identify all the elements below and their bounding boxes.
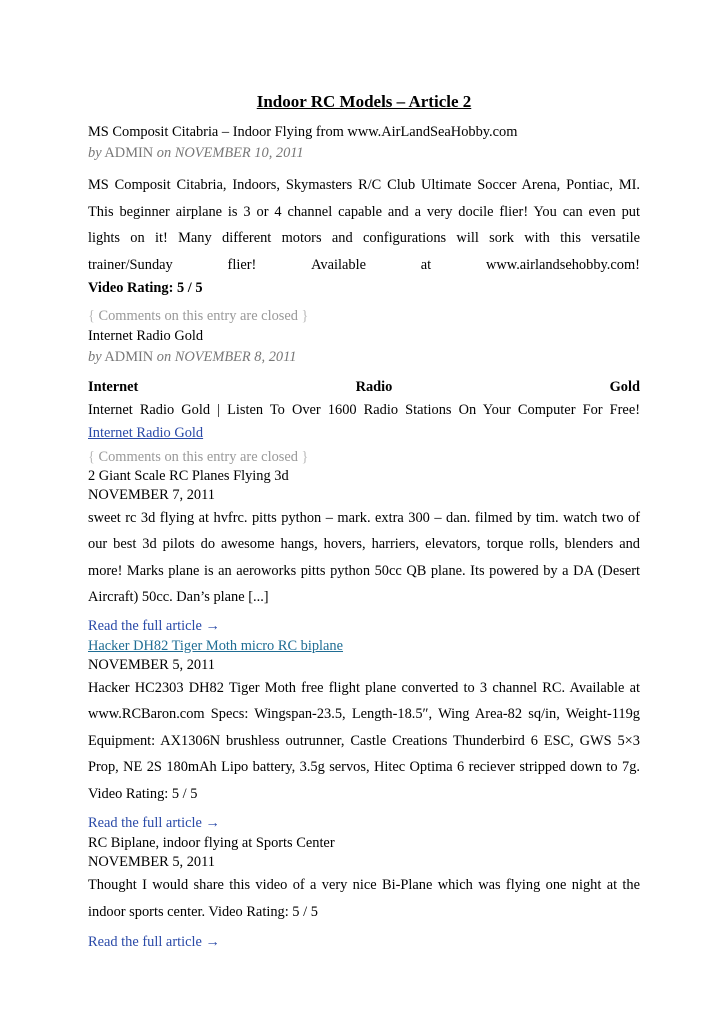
post-body-line: more! Marks plane is an aeroworks pitts python 50cc QB plane. Its powered by a DA (Desert: [88, 562, 640, 579]
post-body-line: Equipment: AX1306N brushless outrunner, Castle Creations Thunderbird 6 ESC, GWS 5×3: [88, 732, 640, 749]
post-heading-link[interactable]: Hacker DH82 Tiger Moth micro RC biplane: [88, 637, 344, 654]
post-body-line: Aircraft) 50cc. Dan’s plane [...]: [88, 589, 269, 605]
post-heading: MS Composit Citabria – Indoor Flying from www.AirLandSeaHobby.com: [88, 124, 518, 140]
post-meta: [88, 347, 640, 367]
post-body-line: Internet Radio Gold | Listen To Over 1600 Radio Stations On Your Computer For Free!: [88, 401, 640, 418]
post-body-line: Hacker HC2303 DH82 Tiger Moth free flight plane converted to 3 channel RC. Available at: [88, 679, 640, 696]
post-body-spread-line: [88, 376, 640, 398]
comments-closed-text: Comments on this entry are closed: [98, 307, 298, 324]
post-meta: [88, 143, 640, 163]
post-tiger-moth: [88, 637, 640, 835]
body-word: at: [420, 256, 432, 273]
read-more-link[interactable]: Read the full article →: [88, 815, 220, 831]
author-name[interactable]: ADMIN: [104, 145, 154, 161]
post-body-line: our best 3d pilots do awesome hangs, hovers, harriers, elevators, torque rolls, blenders and: [88, 536, 640, 552]
post-heading: Internet Radio Gold: [88, 327, 204, 344]
post-body-line: MS Composit Citabria, Indoors, Skymasters R/C Club Ultimate Soccer Arena, Pontiac, MI.: [88, 177, 640, 193]
body-word: Internet: [88, 378, 139, 395]
post-body-line: lights on it! Many different motors and configurations will sork with this versatile: [88, 230, 640, 246]
post-date: NOVEMBER 5, 2011: [88, 656, 215, 673]
body-word: Radio: [355, 378, 393, 395]
post-body-line: sweet rc 3d flying at hvfrc. pitts python – mark. extra 300 – dan. filmed by tim. watch two of: [88, 509, 640, 526]
by-label: by: [88, 348, 102, 365]
post-body-line: This beginner airplane is 3 or 4 channel capable and a very docile flier! You can even put: [88, 203, 640, 220]
post-date: on NOVEMBER 10, 2011: [156, 145, 304, 161]
body-word: www.airlandsehobby.com!: [485, 256, 640, 273]
post-body-line: www.RCBaron.com Specs: Wingspan-23.5, Length-18.5″, Wing Area-82 sq/in, Weight-119g: [88, 706, 640, 722]
post-body-line: Thought I would share this video of a very nice Bi-Plane which was flying one night at the: [88, 877, 640, 893]
read-more-link[interactable]: Read the full article →: [88, 617, 220, 634]
comments-closed: { Comments on this entry are closed }: [88, 448, 309, 465]
body-word: Available: [311, 256, 366, 273]
post-heading: RC Biplane, indoor flying at Sports Center: [88, 835, 335, 851]
author-name[interactable]: ADMIN: [104, 348, 154, 365]
comments-closed-text: Comments on this entry are closed: [98, 448, 298, 465]
post-rc-biplane: [88, 834, 640, 953]
post-date: on NOVEMBER 8, 2011: [156, 348, 297, 365]
post-citabria: [88, 122, 640, 326]
internet-radio-gold-link[interactable]: Internet Radio Gold: [88, 424, 204, 441]
read-more-link[interactable]: Read the full article →: [88, 934, 220, 950]
post-body-line: Video Rating: 5 / 5: [88, 785, 198, 802]
page-title: Indoor RC Models – Article 2: [256, 92, 472, 111]
comments-closed: { Comments on this entry are closed }: [88, 307, 309, 324]
post-internet-radio: [88, 326, 640, 467]
post-date: NOVEMBER 5, 2011: [88, 854, 215, 870]
post-body-line: Prop, NE 2S 180mAh Lipo battery, 3.5g servos, Hitec Optima 6 reciever stripped down to 7g.: [88, 759, 640, 775]
video-rating: Video Rating: 5 / 5: [88, 279, 203, 296]
post-heading: 2 Giant Scale RC Planes Flying 3d: [88, 467, 289, 484]
post-body-last-line: [88, 252, 640, 278]
post-body-line: indoor sports center. Video Rating: 5 / 5: [88, 903, 318, 920]
body-word: flier!: [227, 256, 257, 273]
by-label: by: [88, 145, 102, 161]
body-word: trainer/Sunday: [88, 256, 173, 273]
body-word: Gold: [609, 378, 640, 395]
post-date: NOVEMBER 7, 2011: [88, 486, 215, 503]
post-giant-scale: [88, 467, 640, 637]
